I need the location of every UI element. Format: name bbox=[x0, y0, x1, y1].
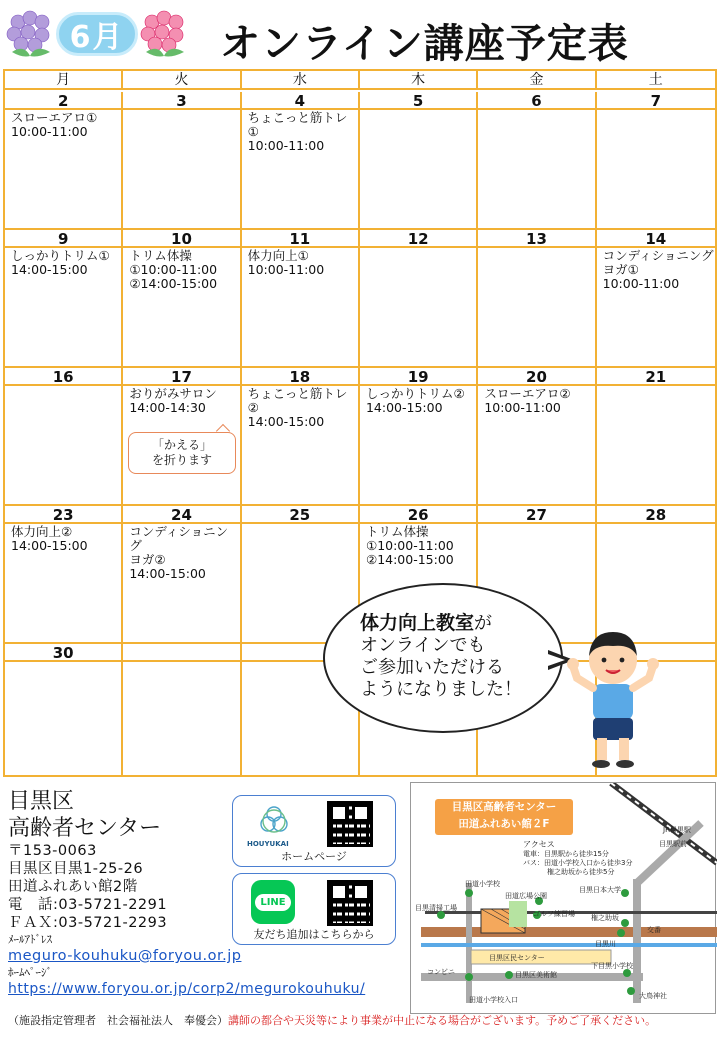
map-label: 田道広場公園 bbox=[505, 892, 547, 900]
event-schedule: コンディショニング ヨガ② 14:00-15:00 bbox=[129, 524, 229, 581]
day-number: 6 bbox=[478, 92, 594, 110]
weekday-header bbox=[5, 71, 715, 90]
event-schedule: ちょこっと筋トレ① 10:00-11:00 bbox=[247, 110, 348, 153]
homepage-link[interactable]: https://www.foryou.or.jp/corp2/megurokouhuku/ bbox=[8, 981, 366, 997]
email-link[interactable]: meguro-kouhuku@foryou.or.jp bbox=[8, 948, 242, 964]
day-number: 19 bbox=[360, 368, 476, 386]
day-number: 27 bbox=[478, 506, 594, 524]
cancellation-warning: 講師の都合や天災等により事業が中止になる場合がございます。予めご了承ください。 bbox=[228, 1014, 657, 1027]
day-number: 18 bbox=[242, 368, 358, 386]
day-number: 2 bbox=[5, 92, 121, 110]
map-label: 田道小学校入口 bbox=[469, 996, 518, 1004]
day-number: 4 bbox=[242, 92, 358, 110]
day-number: 7 bbox=[597, 92, 715, 110]
event-schedule bbox=[123, 662, 239, 663]
header bbox=[0, 0, 720, 70]
event-schedule bbox=[5, 386, 121, 387]
footnote bbox=[8, 1014, 720, 1028]
event-schedule bbox=[478, 110, 594, 111]
weekday-fri: 金 bbox=[478, 71, 596, 88]
calendar-week bbox=[5, 92, 715, 229]
email-label: ﾒｰﾙｱﾄﾞﾚｽ bbox=[8, 933, 52, 946]
calendar-day bbox=[360, 230, 478, 367]
event-schedule: 体力向上① 10:00-11:00 bbox=[247, 248, 325, 277]
day-number: 26 bbox=[360, 506, 476, 524]
map-label: 目黒日本大学 bbox=[579, 886, 621, 894]
homepage-qr-code[interactable] bbox=[327, 801, 373, 847]
day-number: 11 bbox=[242, 230, 358, 248]
day-number: 5 bbox=[360, 92, 476, 110]
event-schedule: 体力向上② 14:00-15:00 bbox=[11, 524, 88, 553]
map-label: 目黒川 bbox=[595, 940, 616, 948]
calendar-day bbox=[5, 368, 123, 505]
day-number: 16 bbox=[5, 368, 121, 386]
weekday-tue: 火 bbox=[123, 71, 241, 88]
weekday-wed: 水 bbox=[242, 71, 360, 88]
calendar-day bbox=[242, 92, 360, 229]
fax-number: ＦＡＸ:03-5721-2293 bbox=[8, 915, 168, 931]
origami-note-text: 「かえる」 を折ります bbox=[151, 438, 212, 467]
calendar-day bbox=[242, 368, 360, 505]
map-label: JR目黒駅 bbox=[663, 826, 691, 834]
map-label: 目黒区美術館 bbox=[515, 971, 557, 979]
day-number: 3 bbox=[123, 92, 239, 110]
month-badge: 6月 bbox=[56, 12, 138, 56]
event-schedule: トリム体操 ①10:00-11:00 ②14:00-15:00 bbox=[129, 248, 218, 291]
speech-highlight: 体力向上教室 bbox=[360, 612, 475, 634]
day-number: 30 bbox=[5, 644, 121, 662]
homepage-qr-card[interactable] bbox=[232, 795, 396, 867]
weekday-sat: 土 bbox=[648, 72, 663, 88]
event-schedule: トリム体操 ①10:00-11:00 ②14:00-15:00 bbox=[365, 524, 454, 567]
calendar-day bbox=[478, 230, 596, 367]
event-schedule bbox=[5, 662, 121, 663]
line-qr-code[interactable] bbox=[327, 880, 373, 926]
map-label: 目黒区民センター bbox=[489, 954, 545, 962]
calendar-day bbox=[123, 644, 241, 777]
homepage-qr-caption: ホームページ bbox=[281, 850, 347, 863]
calendar-day bbox=[597, 230, 715, 367]
line-qr-card[interactable] bbox=[232, 873, 396, 945]
day-number: 25 bbox=[242, 506, 358, 524]
origami-note-bubble bbox=[128, 432, 236, 474]
access-map: 目黒区高齢者センター 田道ふれあい館２F アクセス 電車：目黒駅から徒歩15分 バス：田道小学校入口から徒歩3分 権之助坂から徒歩5分 田道小学校 田道広場公園 目黒日本大学 目黒清掃工場 ゴルフ練習場 権之助坂 目黒川 目黒区民センター コンビニ 目黒区美術館 下目黒小学校 田道小学校入口 大鳥神社 交番 JR目黒駅 目黒駅前 bbox=[410, 782, 716, 1014]
calendar-day bbox=[5, 644, 123, 777]
event-schedule bbox=[478, 248, 594, 249]
event-schedule: スローエアロ① 10:00-11:00 bbox=[11, 110, 98, 139]
calendar-week bbox=[5, 230, 715, 367]
day-number: 9 bbox=[5, 230, 121, 248]
day-number: 13 bbox=[478, 230, 594, 248]
hydrangea-left-icon bbox=[4, 8, 56, 60]
weekday-thu: 木 bbox=[360, 71, 478, 88]
event-schedule: しっかりトリム① 14:00-15:00 bbox=[11, 248, 110, 277]
calendar-day bbox=[5, 506, 123, 643]
hydrangea-right-icon bbox=[138, 8, 190, 60]
day-number: 10 bbox=[123, 230, 239, 248]
event-schedule bbox=[597, 386, 715, 387]
day-number: 12 bbox=[360, 230, 476, 248]
calendar-day bbox=[478, 368, 596, 505]
calendar-week bbox=[5, 368, 715, 505]
day-number: 14 bbox=[597, 230, 715, 248]
day-number: 23 bbox=[5, 506, 121, 524]
event-schedule bbox=[360, 248, 476, 249]
boy-illustration-icon bbox=[563, 622, 663, 772]
event-schedule bbox=[242, 524, 358, 525]
calendar-day bbox=[123, 92, 241, 229]
address-line-2: 田道ふれあい館2階 bbox=[8, 879, 138, 895]
address-line-1: 目黒区目黒1-25-26 bbox=[8, 861, 144, 877]
homepage-label: ﾎｰﾑﾍﾟｰｼﾞ bbox=[8, 966, 52, 979]
day-number: 28 bbox=[597, 506, 715, 524]
event-schedule: しっかりトリム② 14:00-15:00 bbox=[365, 386, 465, 415]
operator-note: （施設指定管理者 社会福祉法人 奉優会） bbox=[8, 1014, 228, 1027]
calendar-day bbox=[360, 92, 478, 229]
calendar-day bbox=[123, 230, 241, 367]
event-schedule: おりがみサロン 14:00-14:30 bbox=[129, 386, 217, 415]
event-schedule: コンディショニング ヨガ① 10:00-11:00 bbox=[602, 248, 714, 291]
event-schedule: スローエアロ② 10:00-11:00 bbox=[484, 386, 571, 415]
calendar-day bbox=[597, 92, 715, 229]
calendar-day bbox=[242, 230, 360, 367]
phone-number: 電 話:03-5721-2291 bbox=[8, 897, 168, 913]
event-schedule bbox=[478, 524, 594, 525]
map-label: ゴルフ練習場 bbox=[533, 910, 575, 918]
map-label: 田道小学校 bbox=[465, 880, 500, 888]
day-number: 20 bbox=[478, 368, 594, 386]
speech-text: 体力向上教室が オンラインでも ご参加いただける ようになりました！ bbox=[360, 612, 522, 700]
map-label: 権之助坂 bbox=[591, 914, 619, 922]
calendar-day bbox=[5, 230, 123, 367]
map-title: 目黒区高齢者センター 田道ふれあい館２F bbox=[435, 799, 573, 835]
event-schedule bbox=[360, 110, 476, 111]
calendar-day bbox=[123, 506, 241, 643]
calendar-day bbox=[5, 92, 123, 229]
map-label: コンビニ bbox=[427, 968, 455, 976]
line-logo-icon: LINE bbox=[251, 880, 295, 924]
line-qr-caption: 友だち追加はこちらから bbox=[253, 928, 375, 941]
event-schedule bbox=[597, 524, 715, 525]
day-number bbox=[123, 644, 239, 662]
map-label: 目黒駅前 bbox=[659, 840, 687, 848]
event-schedule bbox=[597, 110, 715, 111]
calendar-day bbox=[478, 92, 596, 229]
calendar-day bbox=[360, 368, 478, 505]
day-number: 17 bbox=[123, 368, 239, 386]
calendar-day bbox=[597, 368, 715, 505]
map-label: 目黒清掃工場 bbox=[415, 904, 457, 912]
event-schedule: ちょこっと筋トレ② 14:00-15:00 bbox=[247, 386, 348, 429]
day-number: 24 bbox=[123, 506, 239, 524]
map-label: 大鳥神社 bbox=[639, 992, 667, 1000]
day-number: 21 bbox=[597, 368, 715, 386]
map-label: 下目黒小学校 bbox=[591, 962, 633, 970]
map-access-title: アクセス bbox=[523, 840, 555, 849]
houyukai-logo-icon bbox=[255, 802, 293, 840]
houyukai-logo-text: HOUYUKAI bbox=[247, 840, 289, 848]
page-title: オンライン講座予定表 bbox=[220, 21, 629, 67]
map-label: 交番 bbox=[647, 926, 661, 934]
event-schedule bbox=[123, 110, 239, 111]
weekday-mon: 月 bbox=[5, 71, 123, 88]
org-name: 目黒区 高齢者センター bbox=[8, 789, 162, 841]
postal-code: 〒153-0063 bbox=[8, 843, 97, 859]
